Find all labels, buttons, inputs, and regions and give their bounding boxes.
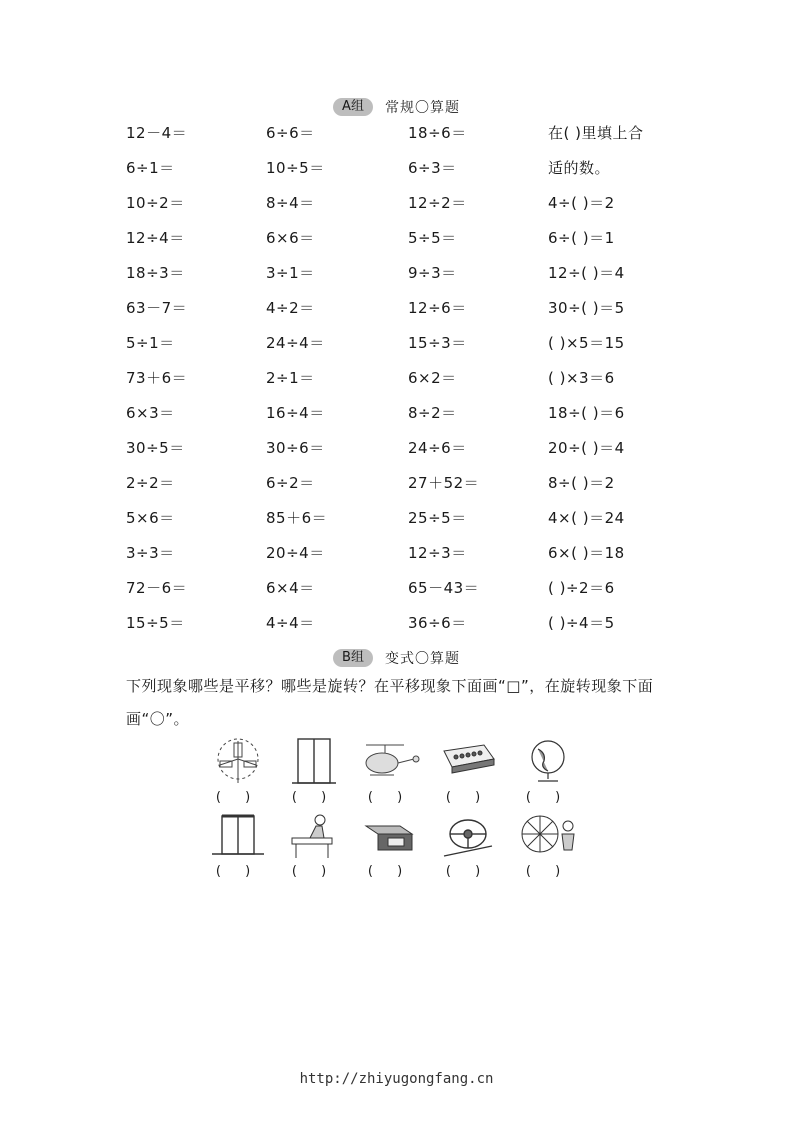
answer-paren[interactable]: ( ) — [367, 790, 413, 805]
exercise-item: 18÷3＝ — [126, 264, 185, 282]
exercise-item: 6÷6＝ — [266, 124, 315, 142]
exercise-item: 6×3＝ — [126, 404, 175, 422]
door-icon — [284, 737, 344, 785]
exercise-item: 30÷( )＝5 — [548, 299, 625, 317]
exercise-row — [126, 122, 686, 146]
exercise-item: 12÷4＝ — [126, 229, 185, 247]
exercise-item: 15÷3＝ — [408, 334, 467, 352]
answer-paren[interactable]: ( ) — [291, 790, 337, 805]
spinning-wheel-icon — [518, 812, 578, 860]
exercise-row — [126, 612, 686, 636]
exercise-item: ( )÷2＝6 — [548, 579, 615, 597]
exercise-item: 20÷4＝ — [266, 544, 325, 562]
section-a-header — [0, 97, 793, 117]
exercise-item: 8÷4＝ — [266, 194, 315, 212]
exercise-item: 12÷6＝ — [408, 299, 467, 317]
exercise-item: 16÷4＝ — [266, 404, 325, 422]
exercise-item: 6÷3＝ — [408, 159, 457, 177]
exercise-item: 65－43＝ — [408, 579, 480, 597]
exercise-row — [126, 577, 686, 601]
exercise-item: 24÷4＝ — [266, 334, 325, 352]
elevator-door-icon — [208, 812, 268, 860]
exercise-item: 12÷2＝ — [408, 194, 467, 212]
section-a-title: 常规〇算题 — [384, 100, 460, 116]
exercise-item: 4÷2＝ — [266, 299, 315, 317]
windmill-icon — [208, 737, 268, 785]
exercise-item: 12－4＝ — [126, 124, 188, 142]
exercise-item: 24÷6＝ — [408, 439, 467, 457]
exercise-row — [126, 192, 686, 216]
exercise-item: 5÷5＝ — [408, 229, 457, 247]
answer-paren[interactable]: ( ) — [291, 864, 337, 879]
exercise-item: 6×2＝ — [408, 369, 457, 387]
exercise-row — [126, 437, 686, 461]
exercise-item: 25÷5＝ — [408, 509, 467, 527]
exercise-item: 6×4＝ — [266, 579, 315, 597]
abacus-icon — [438, 737, 498, 785]
exercise-row — [126, 367, 686, 391]
exercise-item: 30÷5＝ — [126, 439, 185, 457]
exercise-row — [126, 262, 686, 286]
answer-paren[interactable]: ( ) — [215, 790, 261, 805]
exercise-item: 4÷( )＝2 — [548, 194, 615, 212]
exercise-item: 6÷( )＝1 — [548, 229, 615, 247]
exercise-item: 72－6＝ — [126, 579, 188, 597]
exercise-item: 8÷2＝ — [408, 404, 457, 422]
exercise-item: 73＋6＝ — [126, 369, 188, 387]
exercise-item: 6×6＝ — [266, 229, 315, 247]
exercise-item: 6÷1＝ — [126, 159, 175, 177]
exercise-row — [126, 472, 686, 496]
exercise-item: 2÷1＝ — [266, 369, 315, 387]
exercise-item: 12÷( )＝4 — [548, 264, 625, 282]
exercise-item: ( )×5＝15 — [548, 334, 625, 352]
exercise-item: 3÷3＝ — [126, 544, 175, 562]
exercise-item: 15÷5＝ — [126, 614, 185, 632]
exercise-item: 在( )里填上合 — [548, 124, 644, 142]
drawer-icon — [360, 812, 420, 860]
steering-wheel-icon — [438, 812, 498, 860]
exercise-row — [126, 227, 686, 251]
section-a-badge: A组 — [333, 98, 373, 116]
answer-paren[interactable]: ( ) — [525, 864, 571, 879]
answer-paren[interactable]: ( ) — [445, 864, 491, 879]
exercise-item: 12÷3＝ — [408, 544, 467, 562]
helicopter-icon — [360, 737, 420, 785]
exercise-item: 27＋52＝ — [408, 474, 480, 492]
exercise-item: 9÷3＝ — [408, 264, 457, 282]
worker-at-desk-icon — [284, 812, 344, 860]
exercise-item: 6×( )＝18 — [548, 544, 625, 562]
exercise-item: 2÷2＝ — [126, 474, 175, 492]
exercise-item: 18÷( )＝6 — [548, 404, 625, 422]
exercise-item: 36÷6＝ — [408, 614, 467, 632]
exercise-item: 10÷5＝ — [266, 159, 325, 177]
exercise-item: ( )×3＝6 — [548, 369, 615, 387]
instruction-text: 下列现象哪些是平移？哪些是旋转？在平移现象下面画“□”，在旋转现象下面画“〇”。 — [126, 677, 654, 728]
section-b-title: 变式〇算题 — [384, 651, 460, 667]
exercise-item: 4×( )＝24 — [548, 509, 625, 527]
exercise-item: 8÷( )＝2 — [548, 474, 615, 492]
exercise-row — [126, 297, 686, 321]
footer-url: http://zhiyugongfang.cn — [299, 1071, 494, 1087]
answer-paren[interactable]: ( ) — [367, 864, 413, 879]
exercise-row — [126, 507, 686, 531]
exercise-item: 18÷6＝ — [408, 124, 467, 142]
exercise-row — [126, 402, 686, 426]
exercise-row — [126, 332, 686, 356]
exercise-item: 30÷6＝ — [266, 439, 325, 457]
exercise-item: ( )÷4＝5 — [548, 614, 615, 632]
answer-paren[interactable]: ( ) — [525, 790, 571, 805]
exercise-item: 适的数。 — [548, 159, 611, 177]
exercise-item: 4÷4＝ — [266, 614, 315, 632]
exercise-item: 63－7＝ — [126, 299, 188, 317]
answer-paren[interactable]: ( ) — [445, 790, 491, 805]
exercise-item: 5÷1＝ — [126, 334, 175, 352]
globe-icon — [518, 737, 578, 785]
exercise-item: 6÷2＝ — [266, 474, 315, 492]
exercise-item: 3÷1＝ — [266, 264, 315, 282]
exercise-row — [126, 542, 686, 566]
exercise-item: 85＋6＝ — [266, 509, 328, 527]
section-b-header — [0, 648, 793, 668]
exercise-row — [126, 157, 686, 181]
exercise-item: 20÷( )＝4 — [548, 439, 625, 457]
section-b-badge: B组 — [333, 649, 373, 667]
exercise-item: 5×6＝ — [126, 509, 175, 527]
answer-paren[interactable]: ( ) — [215, 864, 261, 879]
exercise-item: 10÷2＝ — [126, 194, 185, 212]
